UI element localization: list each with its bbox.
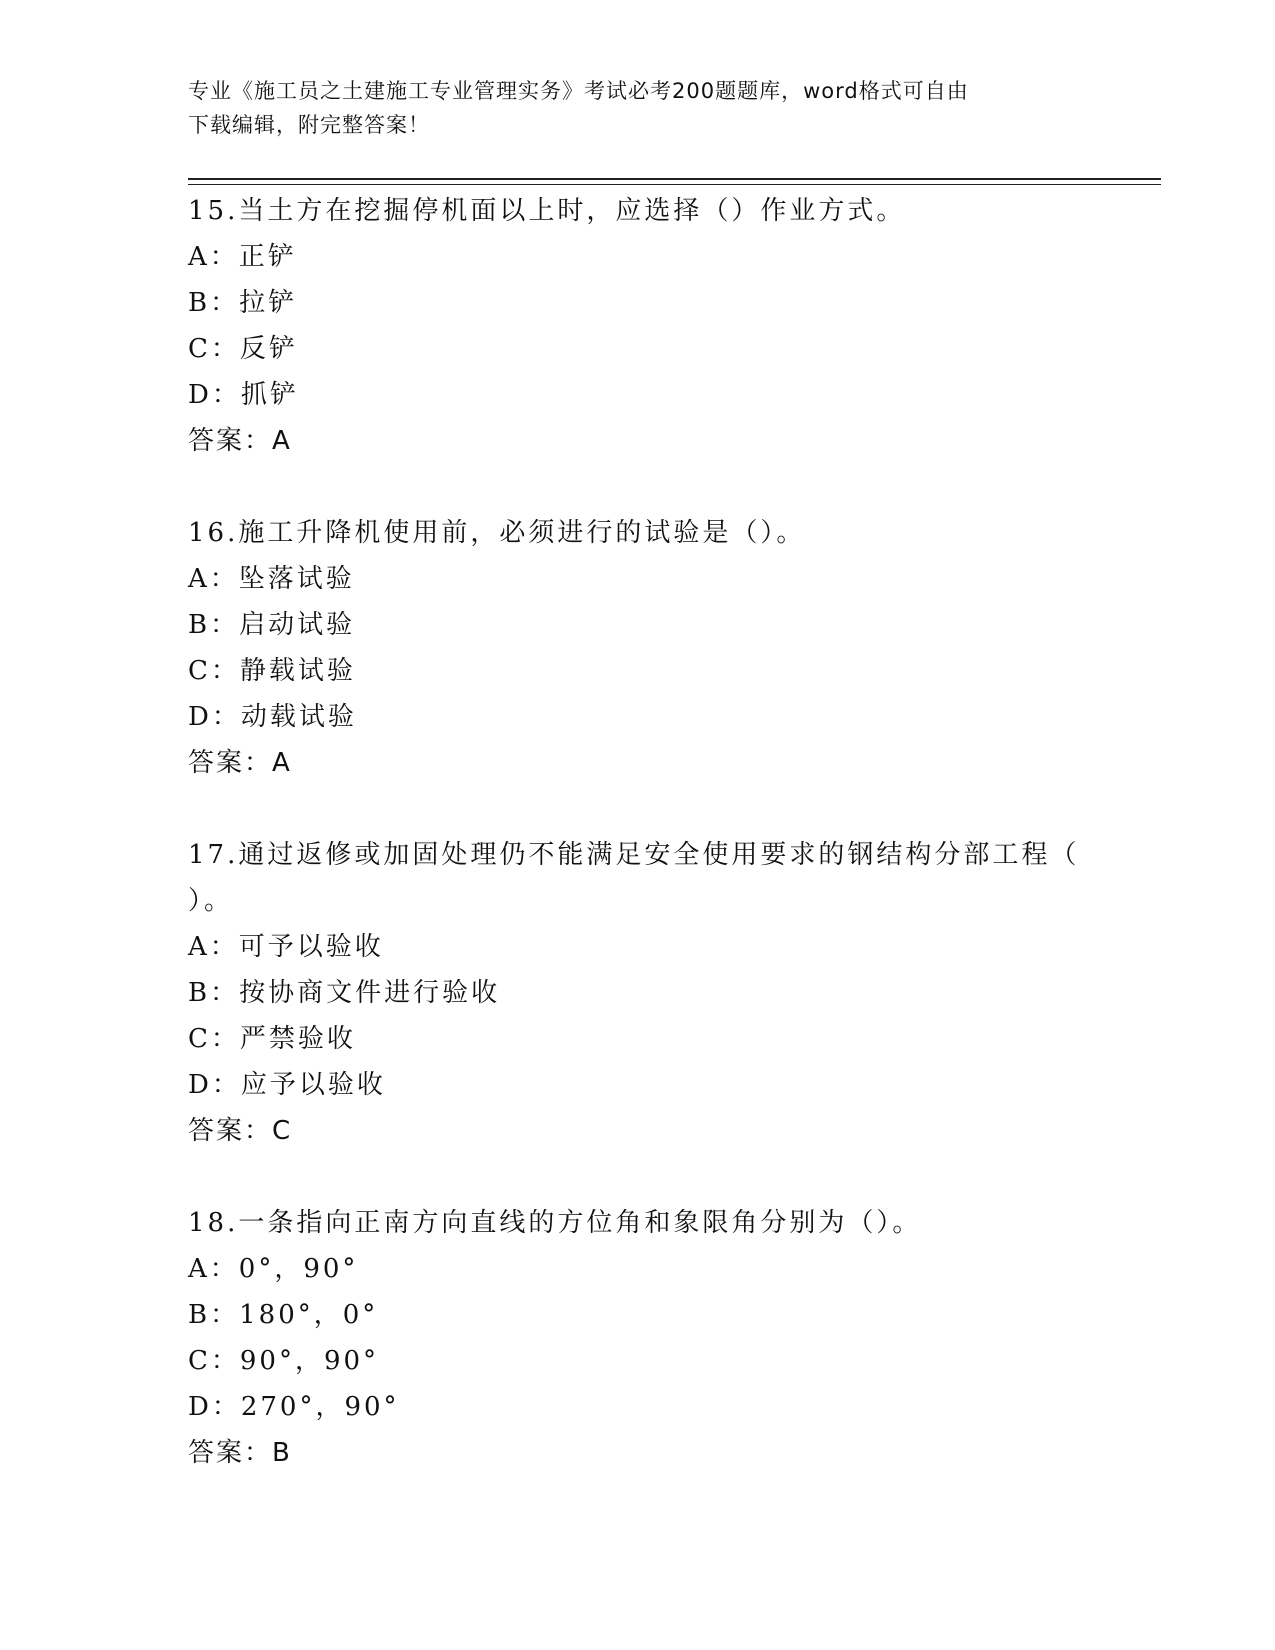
answer-label: 答案：C [188,1116,293,1146]
option-a: A：正铲 [188,242,297,272]
question-stem-continued: ）。 [188,886,234,916]
question-16 [188,510,1088,786]
header-divider-thin [188,184,1161,185]
question-15 [188,188,1088,464]
option-b: B：180°，0° [188,1300,379,1330]
option-d: D：抓铲 [188,380,299,410]
answer-label: 答案：A [188,748,292,778]
option-b: B：启动试验 [188,610,356,640]
option-d: D：270°，90° [188,1392,400,1422]
answer-label: 答案：B [188,1438,292,1468]
header-line-1: 专业《施工员之土建施工专业管理实务》考试必考200题题库，word格式可自由 [188,79,969,103]
question-list [188,188,1088,1522]
question-17 [188,832,1088,1154]
question-stem: 18.一条指向正南方向直线的方位角和象限角分别为（）。 [188,1208,922,1238]
option-a: A：坠落试验 [188,564,355,594]
document-header [188,74,1088,142]
option-d: D：动载试验 [188,702,357,732]
header-divider-thick [188,178,1161,180]
option-a: A：0°，90° [188,1254,359,1284]
option-c: C：严禁验收 [188,1024,356,1054]
question-18 [188,1200,1088,1476]
option-a: A：可予以验收 [188,932,384,962]
option-d: D：应予以验收 [188,1070,386,1100]
option-c: C：静载试验 [188,656,356,686]
option-b: B：拉铲 [188,288,298,318]
option-b: B：按协商文件进行验收 [188,978,501,1008]
option-c: C：反铲 [188,334,298,364]
question-stem: 15.当土方在挖掘停机面以上时，应选择（）作业方式。 [188,196,906,226]
header-line-2: 下载编辑，附完整答案！ [188,113,430,137]
answer-label: 答案：A [188,426,292,456]
question-stem: 16.施工升降机使用前，必须进行的试验是（）。 [188,518,806,548]
question-stem: 17.通过返修或加固处理仍不能满足安全使用要求的钢结构分部工程（ [188,840,1080,870]
option-c: C：90°，90° [188,1346,380,1376]
